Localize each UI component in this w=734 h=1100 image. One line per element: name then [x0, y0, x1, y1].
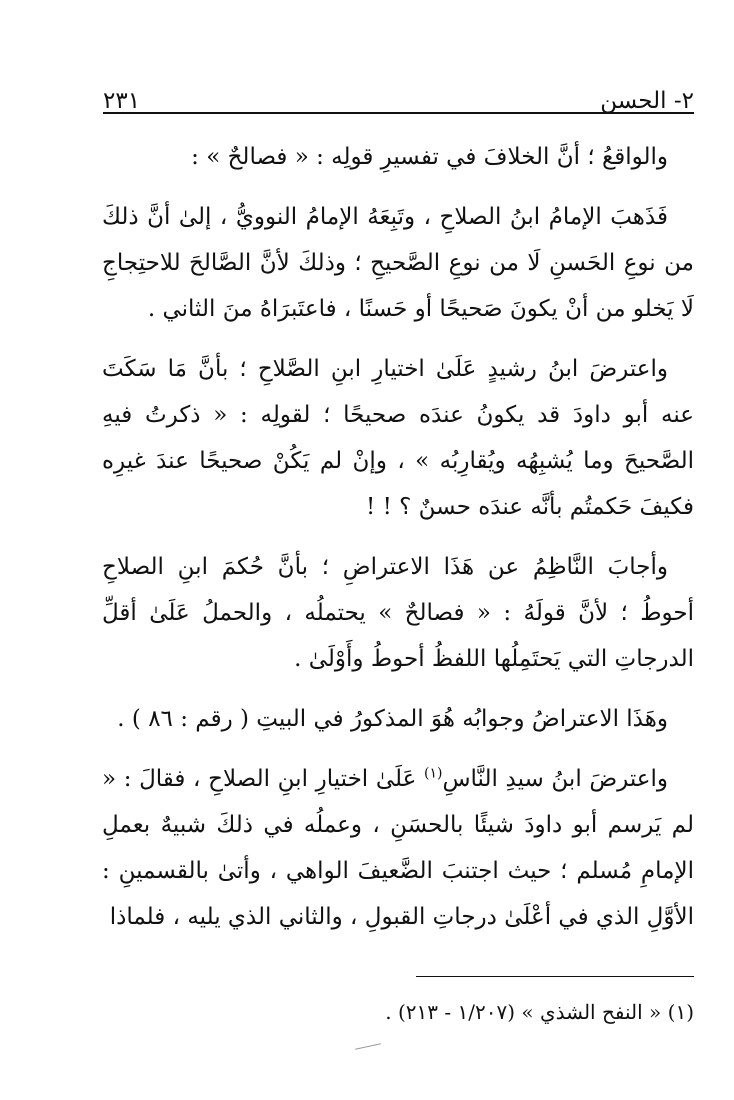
paragraph-text: واعترضَ ابنُ سيدِ النَّاسِ	[442, 766, 668, 792]
body-text	[102, 134, 694, 954]
paragraph-text: عَلَىٰ اختيارِ ابنِ الصلاحِ ، فقالَ : « لم يَرسم أبو داودَ شيئًا بالحسَنِ ، وعملُه في ذلكَ شبيهٌ بعملِ الإمامِ مُسلم ؛ حيث اجتنبَ الضَّعيفَ الواهي ، وأتىٰ بالقسمينِ : الأوَّلِ الذي في أعْلَىٰ درجاتِ القبولِ ، والثاني الذي يليه ، فلماذا	[102, 766, 694, 930]
running-head	[103, 74, 694, 114]
scan-mark	[355, 1043, 381, 1049]
paragraph	[102, 756, 694, 940]
paragraph: واعترضَ ابنُ رشيدٍ عَلَىٰ اختيارِ ابنِ الصَّلاحِ ؛ بأنَّ مَا سَكَتَ عنه أبو داودَ قد يكونُ عندَه صحيحًا ؛ لقولِه : « ذكرتُ فيهِ الصَّحيحَ وما يُشبِهُه ويُقارِبُه » ، وإنْ لم يَكُنْ صحيحًا عندَ غيرِه فكيفَ حَكمتُم بأنَّه عندَه حسنٌ ؟ ! !	[102, 356, 694, 520]
footnote-reference[interactable]: (١)	[423, 765, 443, 782]
paragraph: فَذَهبَ الإمامُ ابنُ الصلاحِ ، وتَبِعَهُ الإمامُ النوويُّ ، إلىٰ أنَّ ذلكَ من نوعِ الحَسنِ لَا من نوعِ الصَّحيحِ ؛ وذلكَ لأنَّ الصَّالحَ للاحتِجاجِ لَا يَخلو من أنْ يكونَ صَحيحًا أو حَسنًا ، فاعتَبرَاهُ منَ الثاني .	[102, 204, 694, 322]
paragraph: والواقعُ ؛ أنَّ الخلافَ في تفسيرِ قولِه : « فصالحٌ » :	[191, 144, 668, 170]
paragraph: وأجابَ النَّاظِمُ عن هَذَا الاعتراضِ ؛ بأنَّ حُكمَ ابنِ الصلاحِ أحوطُ ؛ لأنَّ قولَهُ : « فصالحٌ » يحتملُه ، والحملُ عَلَىٰ أقلِّ الدرجاتِ التي يَحتَمِلُها اللفظُ أحوطُ وأَوْلَىٰ .	[102, 554, 694, 672]
paragraph: وهَذَا الاعتراضُ وجوابُه هُوَ المذكورُ في البيتِ ( رقم : ٨٦ ) .	[117, 706, 668, 732]
footnote-rule	[416, 976, 694, 977]
page-number: ٢٣١	[103, 88, 141, 114]
chapter-title: ٢- الحسن	[600, 88, 694, 114]
header-rule	[103, 112, 694, 114]
footnote: (١) « النفح الشذي » (١/٢٠٧ - ٢١٣) .	[385, 1000, 694, 1024]
